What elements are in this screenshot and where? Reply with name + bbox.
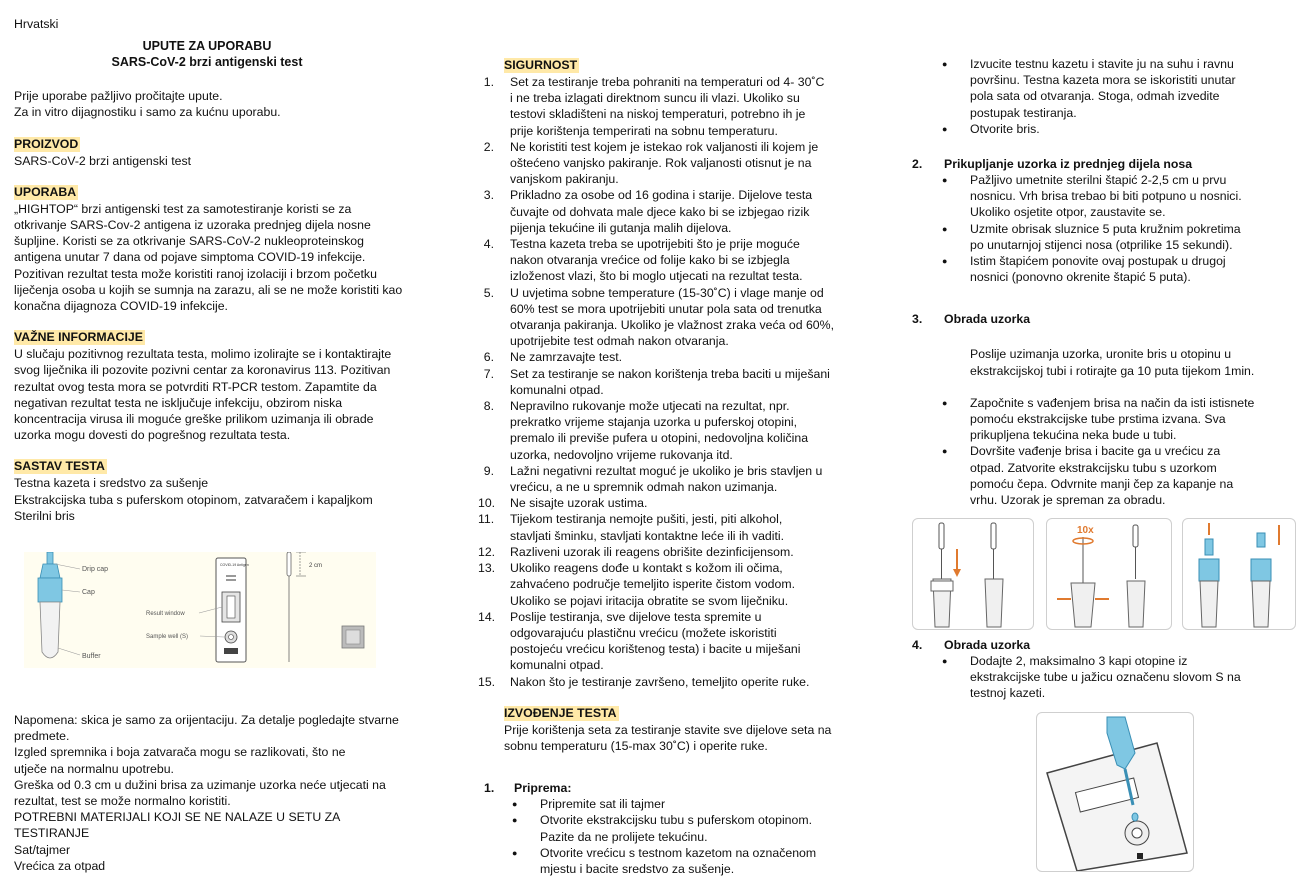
step2-bullet: [908, 172, 1292, 221]
step2-bullet-line: Ukoliko osjetite otpor, zaustavite se.: [970, 205, 1166, 220]
step2-bullet-line: ● Pažljivo umetnite sterilni štapić 2-2,5 cm u prvu: [970, 173, 1227, 188]
safety-item-line: Ukoliko se pojavi iritacija obratite se svom liječniku.: [510, 593, 789, 608]
figure-squeeze-panel: [912, 518, 1034, 630]
step2-bullet-line: nosnici (ponovno okrenite štapić 5 puta).: [970, 270, 1191, 285]
step1-bullet-line: ● Otvorite ekstrakcijsku tubu s puferskom otopinom.: [540, 813, 813, 828]
safety-item: [478, 495, 858, 511]
safety-item-line: Nakon što je testiranje završeno, temeljito operite ruke.: [510, 674, 810, 689]
step3-para-line: ekstrakcijskoj tubi i rotirajte ga 10 puta tijekom 1min.: [970, 363, 1255, 378]
components-diagram: [24, 552, 376, 668]
intro-line: Prije uporabe pažljivo pročitajte upute.: [14, 89, 223, 104]
safety-item-line: U uvjetima sobne temperature (15-30˚C) i vlage manje od: [510, 285, 824, 300]
label-result-window: Result window: [146, 611, 185, 617]
safety-item-line: čuvajte od dohvata male djece kako bi se izbjegao rizik: [510, 204, 810, 219]
step3-bullet-line: vrhu. Uzorak je spreman za obradu.: [970, 493, 1166, 508]
step2-bullet-line: ● Uzmite obrisak sluznice 5 puta kružnim pokretima: [970, 221, 1241, 236]
safety-item-line: Nepravilno rukovanje može utjecati na rezultat, npr.: [510, 399, 790, 414]
figure-drop-sample: [1036, 712, 1194, 872]
safety-item-line: Poslije testiranja, sve dijelove testa spremite u: [510, 609, 762, 624]
uporaba-line: konačna dijagnoza COVID-19 infekcije.: [14, 299, 228, 314]
safety-item: [478, 560, 858, 609]
vazne-line: uzorka mogu dovesti do pogrešnog rezultata testa.: [14, 428, 291, 443]
safety-item-number: 6.: [483, 350, 494, 365]
extraction-tube-image: [38, 552, 80, 658]
label-sample-well: Sample well (S): [146, 634, 189, 640]
note-line: Sat/tajmer: [14, 842, 71, 857]
safety-item-line: komunalni otpad.: [510, 658, 604, 673]
safety-item: [478, 74, 858, 139]
safety-item: [478, 285, 858, 350]
step1-title: Priprema:: [514, 781, 572, 796]
safety-item-line: Testna kazeta treba se upotrijebiti što je prije moguće: [510, 237, 800, 252]
note-line: utječe na normalnu upotrebu.: [14, 761, 174, 776]
swab-image: [287, 552, 306, 662]
safety-item-number: 10.: [478, 496, 496, 511]
step2-bullet: [908, 221, 1292, 253]
note-line: predmete.: [14, 729, 70, 744]
vazne-line: rezultat ovog testa mora se potvrditi RT-PCR testom. Zapamtite da: [14, 379, 377, 394]
safety-item-number: 2.: [483, 139, 494, 154]
safety-item-line: Tijekom testiranja nemojte pušiti, jesti, piti alkohol,: [510, 512, 783, 527]
sastav-line: Testna kazeta i sredstvo za sušenje: [14, 476, 209, 491]
safety-item-number: 4.: [483, 237, 494, 252]
uporaba-line: otkrivanje SARS-Cov-2 antigena iz uzoraka prednjeg dijela nosne: [14, 218, 371, 233]
safety-item-line: otvaranja pakiranja. Ukoliko je vlažnost zraka veća od 60%,: [510, 318, 834, 333]
step3-bullet-line: otpad. Zatvorite ekstrakcijsku tubu s uzorkom: [970, 460, 1217, 475]
continuation-bullet: [908, 121, 1292, 137]
step3-paragraph: [912, 346, 1292, 378]
uporaba-heading: UPORABA: [14, 184, 77, 199]
vazne-line: svog liječnika ili pozovite pozivni centar za koronavirus 113. Pozitivan: [14, 363, 391, 378]
safety-item: [478, 463, 858, 495]
vazne-line: negativan rezultat testa ne isključuje infekciju, obzirom niska: [14, 395, 343, 410]
safety-item: [478, 139, 858, 188]
safety-item-number: 9.: [483, 463, 494, 478]
sigurnost-heading: SIGURNOST: [504, 58, 578, 72]
note-line: Izgled spremnika i boja zatvarača mogu se razlikovati, što ne: [14, 745, 346, 760]
safety-item: [478, 187, 858, 236]
safety-item-line: upotrijebite test odmah nakon otvaranja.: [510, 334, 729, 349]
safety-item-line: Set za testiranje se nakon korištenja treba baciti u miješani: [510, 366, 830, 381]
components-sketch: [24, 552, 376, 668]
izvodjenje-line: Prije korištenja seta za testiranje stavite sve dijelove seta na: [504, 722, 832, 737]
step3-number: 3.: [912, 312, 923, 327]
column-2: [478, 56, 858, 877]
label-drip-cap: Drip cap: [82, 566, 109, 573]
step4-number: 4.: [912, 638, 923, 652]
continuation-list: [908, 56, 1292, 137]
column-1: [14, 16, 404, 524]
step2-bullet-line: ● Istim štapićem ponovite ovaj postupak u drugoj: [970, 254, 1226, 269]
safety-item-line: i ne treba izlagati direktnom suncu ili vlazi. Ukoliko su: [510, 91, 800, 106]
continuation-bullet-line: postupak testiranja.: [970, 105, 1077, 120]
label-cap: Cap: [82, 589, 95, 596]
uporaba-line: „HIGHTOP“ brzi antigenski test za samotestiranje koristi se za: [14, 201, 352, 216]
safety-item-number: 12.: [478, 544, 496, 559]
label-buffer: Buffer: [82, 653, 101, 660]
step1-bullet-line: ● Otvorite vrećicu s testnom kazetom na označenom: [540, 845, 817, 860]
step4-list: [908, 653, 1292, 702]
safety-item-line: nakon otvaranja vrećice od folije kako bi se izbjegla: [510, 253, 790, 268]
step2-number: 2.: [912, 157, 923, 172]
safety-item-line: prije korištenja temperirati na sobnu temperaturu.: [510, 123, 778, 138]
uporaba-line: liječenja osoba u kojih se sumnja na zarazu, ali se ne može koristiti kao: [14, 282, 403, 297]
safety-item-line: prekratko vrijeme stajanja uzorka u puferskoj otopini,: [510, 415, 798, 430]
continuation-bullet: [908, 56, 1292, 121]
safety-item: [478, 366, 858, 398]
safety-item: [478, 609, 858, 674]
step1-bullet: [478, 796, 858, 812]
figure-panel-2: [1047, 519, 1171, 629]
safety-item-line: zahvaćeno područje temeljito isperite čistom vodom.: [510, 577, 796, 592]
figure-panel-1: [913, 519, 1033, 629]
proizvod-heading: PROIZVOD: [14, 136, 79, 151]
step4-bullet: [908, 653, 1292, 702]
step1-heading: [478, 780, 858, 796]
step1-bullet-line: Pazite da ne prolijete tekućinu.: [540, 829, 708, 844]
safety-item-line: Ukoliko reagens dođe u kontakt s kožom ili očima,: [510, 561, 783, 576]
safety-item-line: vrećicu, a ne u spremnik odmah nakon uzimanja.: [510, 480, 778, 495]
step4-title: Obrada uzorka: [944, 638, 1031, 652]
safety-item-line: Lažni negativni rezultat moguć je ukoliko je bris stavljen u: [510, 463, 823, 478]
step1-list: [478, 796, 858, 877]
continuation-bullet-line: pola sata od otvaranja. Stoga, odmah izvedite: [970, 89, 1220, 104]
step3-bullet: [908, 395, 1292, 444]
step1-bullet: [478, 845, 858, 877]
uporaba-line: šupljine. Koristi se za otkrivanje SARS-CoV-2 nukleoproteinskog: [14, 234, 364, 249]
sastav-line: Sterilni bris: [14, 508, 75, 523]
step3-heading: [912, 311, 1292, 327]
safety-item-line: komunalni otpad.: [510, 382, 604, 397]
sastav-line: Ekstrakcijska tuba s puferskom otopinom, zatvaračem i kapaljkom: [14, 492, 373, 507]
uporaba-line: Pozitivan rezultat testa može koristiti ranoj izolaciji i brzom početku: [14, 266, 377, 281]
step4-bullet-line: ekstrakcijske tube u jažicu označenu slovom S na: [970, 670, 1241, 685]
step4-bullet-line: testnoj kazeti.: [970, 686, 1046, 701]
note-line: Napomena: skica je samo za orijentaciju. Za detalje pogledajte stvarne: [14, 713, 399, 727]
safety-item-line: Ne koristiti test kojem je istekao rok valjanosti ili kojem je: [510, 139, 819, 154]
step1-bullet: [478, 812, 858, 844]
figure-panel-3: [1183, 519, 1295, 629]
safety-item-line: Set za testiranje treba pohraniti na temperaturi od 4- 30˚C: [510, 75, 825, 89]
language-label: Hrvatski: [14, 17, 59, 31]
step2-bullet: [908, 253, 1292, 285]
safety-item-line: premalo ili previše pufera u otopini, nedovoljna količina: [510, 431, 809, 446]
note-line: Vrećica za otpad: [14, 858, 106, 873]
note-line: Greška od 0.3 cm u dužini brisa za uzimanje uzorka neće utjecati na: [14, 777, 386, 792]
safety-item: [478, 349, 858, 365]
uporaba-line: antigena unutar 7 dana od pojave simptoma COVID-19 infekcije.: [14, 250, 366, 265]
izvodjenje-heading: IZVOĐENJE TESTA: [504, 705, 617, 720]
safety-item-number: 13.: [478, 561, 496, 576]
column-3: [912, 56, 1292, 508]
step2-bullet-line: nosnicu. Vrh brisa trebao bi biti potpuno u nosnici.: [970, 189, 1242, 204]
safety-item-line: izloženost vlazi, što bi moglo utjecati na rezultat testa.: [510, 269, 803, 284]
safety-item: [478, 544, 858, 560]
vazne-heading: VAŽNE INFORMACIJE: [14, 330, 143, 345]
vazne-line: koncentracija virusa ili moguće greške prilikom uzimanja ili obrade: [14, 412, 374, 427]
step3-list: [908, 395, 1292, 508]
drop-sample-illustration: [1037, 713, 1193, 871]
safety-item-number: 8.: [483, 399, 494, 414]
safety-item-line: postojeću vrećicu korištenog testa) i bacite u miješani: [510, 642, 801, 657]
safety-item-line: Prikladno za osobe od 16 godina i starije. Dijelove testa: [510, 188, 813, 203]
safety-item-line: Ne zamrzavajte test.: [510, 350, 623, 365]
step1-bullet-line: mjestu i bacite sredstvo za sušenje.: [540, 861, 735, 876]
step3-para-line: Poslije uzimanja uzorka, uronite bris u otopinu u: [970, 347, 1232, 362]
safety-item-number: 5.: [483, 285, 494, 300]
step3-title: Obrada uzorka: [944, 312, 1031, 327]
safety-list: [478, 74, 858, 690]
note-line: rezultat, test se može normalno koristiti.: [14, 794, 231, 809]
figure-rotate-panel: [1046, 518, 1172, 630]
figure-cap-panel: [1182, 518, 1296, 630]
safety-item: [478, 674, 858, 690]
safety-item-line: uzorka, nedovoljno vrijeme rukovanja itd.: [510, 447, 733, 462]
step3-bullet: [908, 443, 1292, 508]
continuation-bullet-line: ● Otvorite bris.: [970, 121, 1040, 136]
safety-item: [478, 236, 858, 285]
izvodjenje-line: sobnu temperaturu (15-max 30˚C) i operite ruke.: [504, 738, 768, 753]
note-block: [14, 712, 414, 874]
safety-item-line: vanjskom pakiranju.: [510, 172, 619, 187]
step1-bullet-line: ● Pripremite sat ili tajmer: [540, 797, 666, 812]
safety-item-line: pijenja tekućine ili gutanja malih dijelova.: [510, 220, 732, 235]
step3-bullet-line: pomoću ekstrakcijske tube prstima izvana. Sva: [970, 412, 1226, 427]
desiccant-image: [342, 626, 364, 648]
doc-title-line2: SARS-CoV-2 brzi antigenski test: [111, 55, 303, 70]
step2-heading: [912, 156, 1292, 172]
safety-item: [478, 398, 858, 463]
step2-title: Prikupljanje uzorka iz prednjeg dijela nosa: [944, 157, 1193, 172]
safety-item-number: 1.: [483, 75, 494, 89]
safety-item-number: 3.: [483, 188, 494, 203]
step3-bullet-line: ● Započnite s vađenjem brisa na način da isti istisnete: [970, 395, 1255, 410]
safety-item-number: 15.: [478, 674, 496, 689]
step4-heading: [912, 637, 1292, 653]
sastav-heading: SASTAV TESTA: [14, 459, 105, 474]
safety-item-line: testovi skladišteni na niskoj temperaturi, potrebno ih je: [510, 107, 806, 122]
step4-block: [912, 637, 1292, 702]
label-2cm: 2 cm: [309, 563, 323, 569]
step4-bullet-line: ● Dodajte 2, maksimalno 3 kapi otopine iz: [970, 654, 1188, 668]
safety-item-line: 60% test se mora upotrijebiti unutar pola sata od trenutka: [510, 301, 822, 316]
safety-item-number: 14.: [478, 609, 496, 624]
rotate-10x-label: 10x: [1077, 525, 1094, 536]
continuation-bullet-line: površinu. Testna kazeta mora se iskoristiti unutar: [970, 73, 1236, 88]
note-line: POTREBNI MATERIJALI KOJI SE NE NALAZE U SETU ZA TESTIRANJE: [14, 810, 340, 841]
test-cassette-image: [199, 558, 249, 662]
doc-title-line1: UPUTE ZA UPORABU: [142, 39, 272, 54]
step1-number: 1.: [484, 781, 495, 796]
step2-list: [908, 172, 1292, 285]
safety-item-line: oštećeno vanjsko pakiranje. Rok valjanosti otisnut je na: [510, 156, 812, 171]
safety-item-line: odgovarajuću plastičnu vrećicu (možete iskoristiti: [510, 625, 777, 640]
safety-item-line: stavljati šminku, stavljati kontaktne leće ili ih vaditi.: [510, 528, 785, 543]
safety-item-line: Ne sisajte uzorak ustima.: [510, 496, 648, 511]
step3-bullet-line: ● Dovršite vađenje brisa i bacite ga u vrećicu za: [970, 444, 1221, 459]
vazne-line: U slučaju pozitivnog rezultata testa, molimo izolirajte se i kontaktirajte: [14, 347, 392, 362]
safety-item-number: 11.: [478, 512, 495, 527]
intro-line: Za in vitro dijagnostiku i samo za kućnu uporabu.: [14, 105, 281, 120]
continuation-bullet-line: ● Izvucite testnu kazetu i stavite ju na suhu i ravnu: [970, 57, 1234, 71]
step2-bullet-line: po unutarnjoj stijenci nosa (otprilike 15 sekundi).: [970, 237, 1233, 252]
proizvod-text: SARS-CoV-2 brzi antigenski test: [14, 153, 192, 168]
step3-bullet-line: prikupljena tekućina neka bude u tubi.: [970, 428, 1177, 443]
safety-item-number: 7.: [483, 366, 494, 381]
cassette-label: COVID-19 Antigen: [220, 563, 249, 567]
safety-item: [478, 511, 858, 543]
step3-bullet-line: pomoću čepa. Odvrnite manji čep za kapanje na: [970, 476, 1234, 491]
safety-item-line: Razliveni uzorak ili reagens obrišite dezinficijensom.: [510, 544, 794, 559]
